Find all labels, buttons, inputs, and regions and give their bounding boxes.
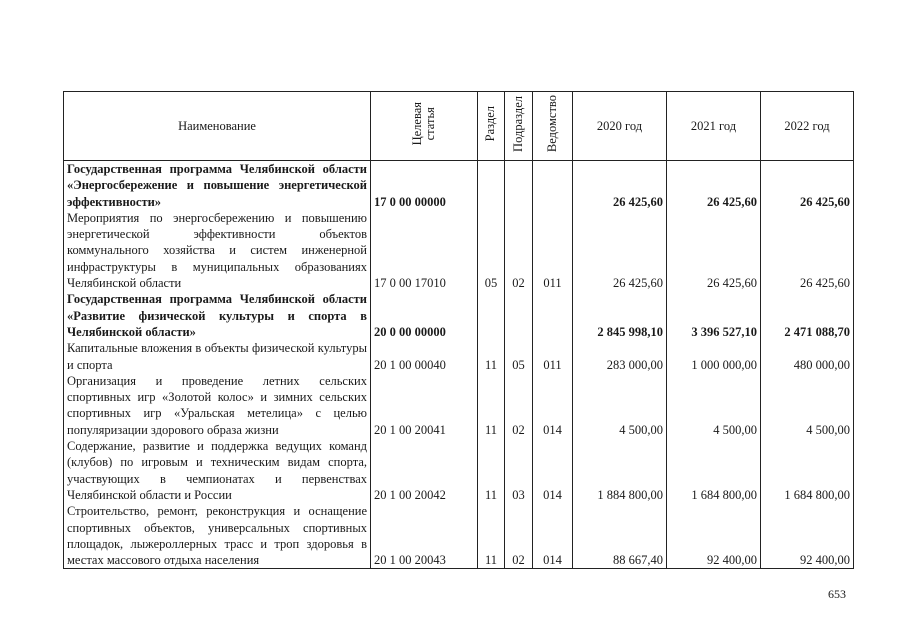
row-code: 17 0 00 00000	[371, 161, 478, 210]
table-row	[64, 161, 854, 210]
row-subsection	[505, 291, 533, 340]
row-section: 11	[478, 340, 505, 373]
row-2021: 26 425,60	[667, 161, 761, 210]
row-name: Строительство, ремонт, реконструкция и оснащение спортивных объектов, универсальных спортивных площадок, лыжероллерных трасс и троп здоровья в местах массового отдыха населения	[64, 503, 371, 569]
row-subsection: 02	[505, 373, 533, 438]
row-code: 20 1 00 20043	[371, 503, 478, 569]
table-row	[64, 438, 854, 503]
row-department	[533, 161, 573, 210]
row-name: Государственная программа Челябинской области «Развитие физической культуры и спорта в Челябинской области»	[64, 291, 371, 340]
row-department: 011	[533, 340, 573, 373]
row-2020: 2 845 998,10	[573, 291, 667, 340]
table-row	[64, 373, 854, 438]
row-subsection: 02	[505, 503, 533, 569]
header-subsection: Подраздел	[510, 96, 525, 152]
header-2022: 2022 год	[761, 92, 854, 161]
row-section: 05	[478, 210, 505, 291]
header-section: Раздел	[483, 106, 498, 142]
row-subsection: 02	[505, 210, 533, 291]
row-2021: 1 684 800,00	[667, 438, 761, 503]
row-2021: 92 400,00	[667, 503, 761, 569]
row-name: Государственная программа Челябинской области «Энергосбережение и повышение энергетической эффективности»	[64, 161, 371, 210]
row-section	[478, 161, 505, 210]
table-row	[64, 503, 854, 569]
header-2020: 2020 год	[573, 92, 667, 161]
row-code: 20 0 00 00000	[371, 291, 478, 340]
row-2021: 1 000 000,00	[667, 340, 761, 373]
row-department: 014	[533, 503, 573, 569]
row-department: 014	[533, 373, 573, 438]
row-section: 11	[478, 438, 505, 503]
table-row	[64, 340, 854, 373]
row-code: 20 1 00 20041	[371, 373, 478, 438]
table-row	[64, 291, 854, 340]
row-section: 11	[478, 503, 505, 569]
row-2021: 26 425,60	[667, 210, 761, 291]
row-subsection	[505, 161, 533, 210]
row-department	[533, 291, 573, 340]
row-name: Организация и проведение летних сельских спортивных игр «Золотой колос» и зимних сельских спортивных игр «Уральская метелица» с целью популяризации здорового образа жизни	[64, 373, 371, 438]
row-2020: 26 425,60	[573, 161, 667, 210]
row-2022: 92 400,00	[761, 503, 854, 569]
row-2020: 26 425,60	[573, 210, 667, 291]
row-2020: 1 884 800,00	[573, 438, 667, 503]
row-2022: 2 471 088,70	[761, 291, 854, 340]
row-2022: 26 425,60	[761, 210, 854, 291]
header-row	[64, 92, 854, 161]
budget-table	[63, 91, 854, 569]
header-target: Целевая статья	[409, 102, 437, 146]
row-name: Капитальные вложения в объекты физической культуры и спорта	[64, 340, 371, 373]
header-department: Ведомство	[544, 95, 559, 153]
row-department: 011	[533, 210, 573, 291]
row-section: 11	[478, 373, 505, 438]
table-row	[64, 210, 854, 291]
row-code: 17 0 00 17010	[371, 210, 478, 291]
row-2020: 4 500,00	[573, 373, 667, 438]
row-code: 20 1 00 00040	[371, 340, 478, 373]
row-subsection: 05	[505, 340, 533, 373]
row-section	[478, 291, 505, 340]
header-name: Наименование	[64, 92, 371, 161]
row-2020: 88 667,40	[573, 503, 667, 569]
row-2021: 3 396 527,10	[667, 291, 761, 340]
row-2022: 4 500,00	[761, 373, 854, 438]
page-number: 653	[828, 587, 846, 601]
row-2022: 26 425,60	[761, 161, 854, 210]
row-2020: 283 000,00	[573, 340, 667, 373]
row-department: 014	[533, 438, 573, 503]
row-2021: 4 500,00	[667, 373, 761, 438]
row-name: Содержание, развитие и поддержка ведущих команд (клубов) по игровым и техническим видам спорта, участвующих в чемпионатах и первенствах Челябинской области и России	[64, 438, 371, 503]
header-2021: 2021 год	[667, 92, 761, 161]
row-2022: 1 684 800,00	[761, 438, 854, 503]
row-code: 20 1 00 20042	[371, 438, 478, 503]
row-name: Мероприятия по энергосбережению и повышению энергетической эффективности объектов коммунального хозяйства и систем инженерной инфраструктуры в муниципальных образованиях Челябинской области	[64, 210, 371, 291]
row-subsection: 03	[505, 438, 533, 503]
row-2022: 480 000,00	[761, 340, 854, 373]
